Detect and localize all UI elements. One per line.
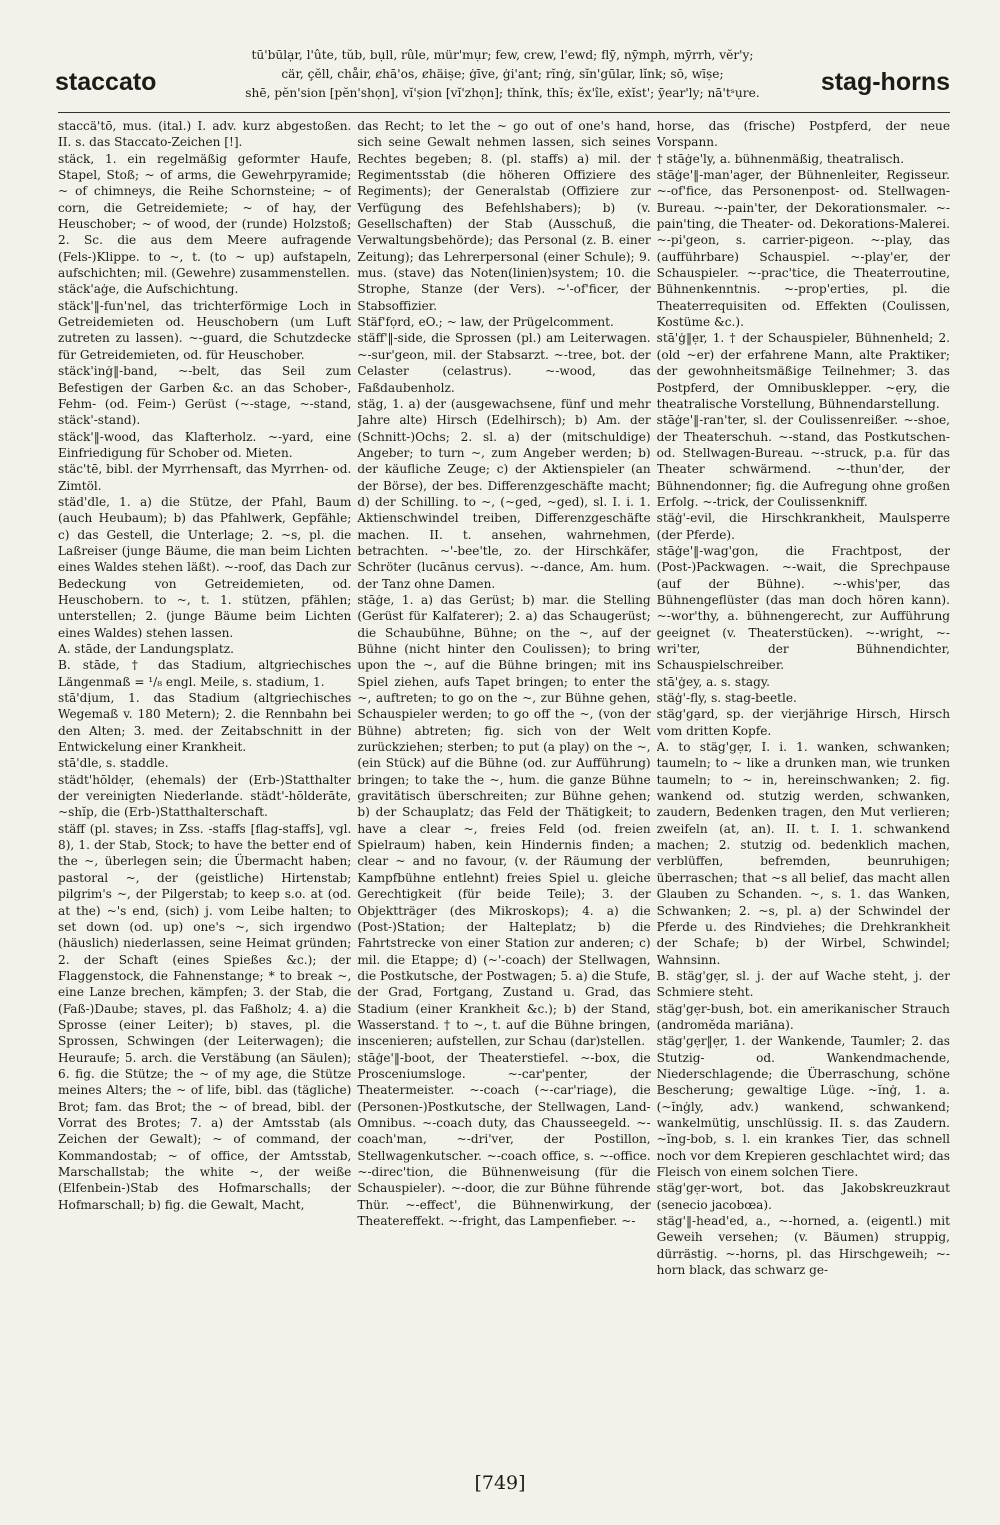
dictionary-entry: stäg'gẹr‖ẹr, 1. der Wankende, Taumler; 2. das Stutzig- od. Wankendmachende, Niederschlagende; die Überraschung, schöne Bescherung; gewaltige Lüge. ~ĭnġ, 1. a. (~ĭnġly, adv.) wankend, schwankend; wankelmütig, unschlüssig. II. s. das Zaudern. ~ĭng-bob, s. l. ein krankes Tier, das schnell noch vor dem Krepieren geschlachtet wird; das Fleisch von einem solchen Tiere.	[656, 1034, 950, 1179]
dictionary-entry: stäck, 1. ein regelmäßig geformter Haufe, Stapel, Stoß; ~ of arms, die Gewehrpyramide; ~ of chimneys, die Reihe Schornsteine; ~ of corn, die Getreidemiete; ~ of hay, der Heuschober; ~ of wood, der (runde) Holzstoß; 2. Sc. die aus dem Meere aufragende (Fels-)Klippe. to ~, t. (to ~ up) aufstapeln, aufschichten; mil. (Gewehre) zusammenstellen.	[58, 151, 352, 281]
dictionary-entry: stäġ'-evil, die Hirschkrankheit, Maulsperre (der Pferde).	[656, 511, 950, 542]
dictionary-entry: stā'ġ‖ẹr, 1. † der Schauspieler, Bühnenheld; 2. (old ~er) der erfahrene Mann, alte Praktiker; der gewohnheitsmäßige Teilnehmer; 3. das Postpferd, der Omnibusklepper. ~ẹry, die theatralische Vorstellung, Bühnendarstellung.	[656, 331, 950, 411]
dictionary-entry: A. to stäg'gẹr, I. i. 1. wanken, schwanken; taumeln; to ~ like a drunken man, wie trunken taumeln; to ~ in, hereinschwanken; 2. fig. wankend od. stutzig werden, schwanken, zaudern, Bedenken tragen, den Mut verlieren; zweifeln (at, an). II. t. I. 1. schwankend machen; 2. stutzig od. bedenklich machen, verblüffen, befremden, beunruhigen; überraschen; that ~s all belief, das macht allen Glauben zu Schanden. ~, s. 1. das Wanken, Schwanken; 2. ~s, pl. a) der Schwindel der Pferde u. des Rindviehes; die Drehkrankheit der Schafe; b) der Wirbel, Schwindel; Wahnsinn.	[656, 740, 950, 967]
dictionary-entry: stäg'‖-head'ed, a., ~-horned, a. (eigentl.) mit Geweih versehen; (v. Bäumen) struppig, dürrästig. ~-horns, pl. das Hirschgeweih; ~-horn black, das schwarz ge-	[656, 1214, 950, 1278]
pronunciation-line: cär, çĕll, chåir, ȼhā'os, ȼhäiṣe; ġīve, ġi'ant; rĭnġ, sĭn'gūlar, lĭnk; sō, wīṣe;	[281, 67, 724, 81]
dictionary-entry: das Recht; to let the ~ go out of one's hand, sich seine Gewalt nehmen lassen, sich seines Rechtes begeben; 8. (pl. staffs) a) mil. der Regimentsstab (die höheren Offiziere des Regiments); der Generalstab (Offiziere zur Verfügung des Befehlshabers); b) (v. Gesellschaften) der Stab (Ausschuß, die Verwaltungsbehörde); das Personal (z. B. einer Zeitung); das Lehrerpersonal (einer Schule); 9. mus. (stave) das Noten(linien)system; 10. die Strophe, Stanze (der Vers). ~'-of'ficer, der Stabsoffizier.	[357, 119, 651, 313]
dictionary-entry: B. stäg'gẹr, sl. j. der auf Wache steht, j. der Schmiere steht.	[656, 968, 950, 1000]
dictionary-entry: horse, das (frische) Postpferd, der neue Vorspann.	[656, 119, 950, 150]
column-2	[357, 118, 650, 1468]
dictionary-entry: stāġe'‖-boot, der Theaterstiefel. ~-box, die Prosceniumsloge. ~-car'penter, der Theatermeister. ~-coach (~-car'riage), die (Personen-)Postkutsche, der Stellwagen, Land-Omnibus. ~-coach duty, das Chausseegeld. ~-coach'man, ~-dri'ver, der Postillon, Stellwagenkutscher. ~-coach office, s. ~-office. ~-direc'tion, die Bühnenweisung (für die Schauspieler). ~-door, die zur Bühne führende Thür. ~-effect', die Bühnenwirkung, der Theatereffekt. ~-fright, das Lampenfieber. ~-	[357, 1050, 651, 1229]
dictionary-entry: † stāġe'ly, a. bühnenmäßig, theatralisch.	[656, 151, 905, 166]
dictionary-entry: B. stāde, † das Stadium, altgriechisches Längenmaß = ¹/₈ engl. Meile, s. stadium, 1.	[58, 658, 352, 689]
pronunciation-key	[205, 46, 800, 103]
page-header	[55, 40, 950, 110]
dictionary-entry: staccä'tō, mus. (ital.) I. adv. kurz abgestoßen. II. s. das Staccato-Zeichen [!].	[58, 119, 352, 150]
dictionary-entry: stāġe'‖-man'ager, der Bühnenleiter, Regisseur. ~-of'fice, das Personenpost- od. Stellwagen-Bureau. ~-pain'ter, der Dekorationsmaler. ~-pain'ting, die Theater- od. Dekorations-Malerei. ~-pi'geon, s. carrier-pigeon. ~-play, das (aufführbare) Schauspiel. ~-play'er, der Schauspieler. ~-prac'tice, die Theaterroutine, Bühnenkenntnis. ~-prop'erties, pl. die Theaterrequisiten od. Effekten (Coulissen, Kostüme &c.).	[656, 168, 950, 330]
dictionary-entry: stäff'‖-side, die Sprossen (pl.) am Leiterwagen. ~-sur'geon, mil. der Stabsarzt. ~-tree, bot. der Celaster (celastrus). ~-wood, das Faßdaubenholz.	[357, 331, 651, 395]
dictionary-entry: stā'ġey, a. s. stagy.	[656, 674, 770, 689]
dictionary-entry: stäg'gạrd, sp. der vierjährige Hirsch, Hirsch vom dritten Kopfe.	[656, 707, 950, 738]
dictionary-entry: stäck'‖-wood, das Klafterholz. ~-yard, eine Einfriedigung für Schober od. Mieten.	[58, 429, 352, 460]
dictionary-entry: stäck'aġe, die Aufschichtung.	[58, 282, 239, 297]
dictionary-entry: stāġe, 1. a) das Gerüst; b) mar. die Stelling (Gerüst für Kalfaterer); 2. a) das Schaugerüst; die Schaubühne, Bühne; on the ~, auf der Bühne (nicht hinter den Coulissen); to bring upon the ~, auf die Bühne bringen; mit ins Spiel ziehen, aufs Tapet bringen; to enter the ~, auftreten; to go on the ~, zur Bühne gehen, Schauspieler werden; to go off the ~, (von der Bühne) abtreten; fig. sich von der Welt zurückziehen; sterben; to put (a play) on the ~, (ein Stück) auf die Bühne (od. zur Aufführung) bringen; to take the ~, hum. die ganze Bühne gravitätisch überschreiten; zur Bühne gehen; b) der Schauplatz; das Feld der Thätigkeit; to have a clear ~, freies Feld (od. freien Spielraum) haben, kein Hindernis finden; a clear ~ and no favour, (v. der Räumung der Kampfbühne entlehnt) freies Spiel u. gleiche Gerechtigkeit (für beide Teile); 3. der Objektträger (des Mikroskops); 4. a) die (Post-)Station; der Halteplatz; b) die Fahrtstrecke von einer Station zur anderen; c) mil. die Etappe; d) (~'-coach) der Stellwagen, die Postkutsche, der Postwagen; 5. a) die Stufe, der Grad, Fortgang, Zustand u. Grad, das Stadium (einer Krankheit &c.); b) der Stand, Wasserstand. † to ~, t. auf die Bühne bringen, inscenieren; aufstellen, zur Schau (dar)stellen.	[357, 592, 651, 1049]
pronunciation-line: tū'būlạr, l'ûte, tŭb, bụll, rûle, mür'mụr; few, crew, l'ewd; flȳ, nȳmph, mȳrrh, vĕr'y;	[251, 48, 754, 62]
dictionary-entry: stā'dle, s. staddle.	[58, 756, 169, 771]
header-rule	[58, 112, 950, 113]
dictionary-entry: städ'dle, 1. a) die Stütze, der Pfahl, Baum (auch Heubaum); b) das Pfahlwerk, Gepfähle; c) das Gestell, die Unterlage; 2. ~s, pl. die Laßreiser (junge Bäume, die man beim Lichten eines Waldes stehen läßt). ~-roof, das Dach zur Bedeckung von Getreidemieten, od. Heuschobern. to ~, t. 1. stützen, pfählen; unterstellen; 2. (junge Bäume beim Lichten eines Waldes) stehen lassen.	[58, 494, 352, 640]
entry-columns	[58, 118, 950, 1468]
pronunciation-line: shē, pĕn'sion [pĕn'shọn], vĭ'ṣion [vĭ'zhọn]; thĭnk, thĭs; ĕx'île, eẋĭst'; ȳear'ly; nā'tˢụre.	[245, 86, 760, 100]
dictionary-entry: stäck'inġ‖-band, ~-belt, das Seil zum Befestigen der Garben &c. an das Schober-, Fehm- (od. Feim-) Gerüst (~-stage, ~-stand, stäck'-stand).	[58, 364, 352, 428]
dictionary-entry: stā'dịum, 1. das Stadium (altgriechisches Wegemaß v. 180 Metern); 2. die Rennbahn bei den Alten; 3. med. der Zeitabschnitt in der Entwickelung einer Krankheit.	[58, 691, 352, 755]
guide-word-left: staccato	[55, 68, 157, 96]
dictionary-entry: stāġe'‖-wag'gon, die Frachtpost, der (Post-)Packwagen. ~-wait, die Sprechpause (auf der Bühne). ~-whis'per, das Bühnengeflüster (das man doch hören kann). ~-wor'thy, a. bühnengerecht, zur Aufführung geeignet (v. Theaterstücken). ~-wright, ~-wri'ter, der Bühnendichter, Schauspielschreiber.	[656, 543, 950, 673]
dictionary-entry: stäck'‖-fun'nel, das trichterförmige Loch in Getreidemieten od. Heuschobern (um Luft zutreten zu lassen). ~-guard, die Schutzdecke für Getreidemieten, od. für Heuschober.	[58, 298, 352, 362]
dictionary-entry: stāġe'‖-ran'ter, sl. der Coulissenreißer. ~-shoe, der Theaterschuh. ~-stand, das Postkutschen- od. Stellwagen-Bureau. ~-struck, p.a. für das Theater schwärmend. ~-thun'der, der Bühnendonner; fig. die Aufregung ohne großen Erfolg. ~-trick, der Coulissenkniff.	[656, 413, 950, 509]
dictionary-entry: stäg, 1. a) der (ausgewachsene, fünf und mehr Jahre alte) Hirsch (Edelhirsch); b) Am. der (Schnitt-)Ochs; 2. sl. a) der (mitschuldige) Angeber; to turn ~, zum Angeber werden; b) der käufliche Zeuge; c) der Aktienspieler (an der Börse), der bes. Differenzgeschäfte macht; d) der Schilling. to ~, (~ged, ~ged), sl. I. i. 1. Aktienschwindel treiben, Differenzgeschäfte machen. II. t. ansehen, wahrnehmen, betrachten. ~'-bee'tle, zo. der Hirschkäfer, Schröter (lucānus cervus). ~-dance, Am. hum. der Tanz ohne Damen.	[357, 396, 651, 591]
column-1	[58, 118, 351, 1468]
column-3	[657, 118, 950, 1468]
dictionary-entry: Stäf'fọrd, eO.; ~ law, der Prügelcomment.	[357, 315, 614, 330]
dictionary-entry: stäc'tē, bibl. der Myrrhensaft, das Myrrhen- od. Zimtöl.	[58, 462, 352, 493]
page-number: [749]	[474, 1472, 526, 1494]
guide-word-right: stag-horns	[820, 68, 950, 96]
dictionary-entry: stäġ'-fly, s. stag-beetle.	[656, 691, 797, 706]
dictionary-entry: stäff (pl. staves; in Zss. -staffs [flag-staffs], vgl. 8), 1. der Stab, Stock; to have the better end of the ~, überlegen sein; die Übermacht haben; pastoral ~, der (geistliche) Hirtenstab; pilgrim's ~, der Pilgerstab; to keep s.o. at (od. at the) ~'s end, (sich) j. vom Leibe halten; to set down (od. up) one's ~, sich irgendwo (häuslich) niederlassen, seine Heimat gründen; 2. der Schaft (eines Spießes &c.); der Flaggenstock, die Fahnenstange; * to break ~, eine Lanze brechen, kämpfen; 3. der Stab, die (Faß-)Daube; staves, pl. das Faßholz; 4. a) die Sprosse (einer Leiter); b) staves, pl. die Sprossen, Schwingen (der Leiterwagen); die Heuraufe; 5. arch. die Verstäbung (an Säulen); 6. fig. die Stütze; the ~ of my age, die Stütze meines Alters; the ~ of life, bibl. das (tägliche) Brot; fam. das Brot; the ~ of bread, bibl. der Vorrat des Brotes; 7. a) der Amtsstab (als Zeichen der Gewalt); ~ of command, der Kommandostab; ~ of office, der Amtsstab, Marschallstab; the white ~, der weiße (Elfenbein-)Stab des Hofmarschalls; der Hofmarschall; b) fig. die Gewalt, Macht,	[58, 821, 352, 1212]
dictionary-entry: stäg'gẹr-wort, bot. das Jakobskreuzkraut (senecio jacobœa).	[656, 1181, 950, 1212]
dictionary-entry: städt'hōldẹr, (ehemals) der (Erb-)Statthalter der vereinigten Niederlande. städt'-hōlderāte, ~shĭp, die (Erb-)Statthalterschaft.	[58, 772, 352, 820]
dictionary-entry: A. stāde, der Landungsplatz.	[58, 642, 235, 656]
dictionary-entry: stäg'gẹr-bush, bot. ein amerikanischer Strauch (andromĕda mariāna).	[656, 1001, 950, 1032]
